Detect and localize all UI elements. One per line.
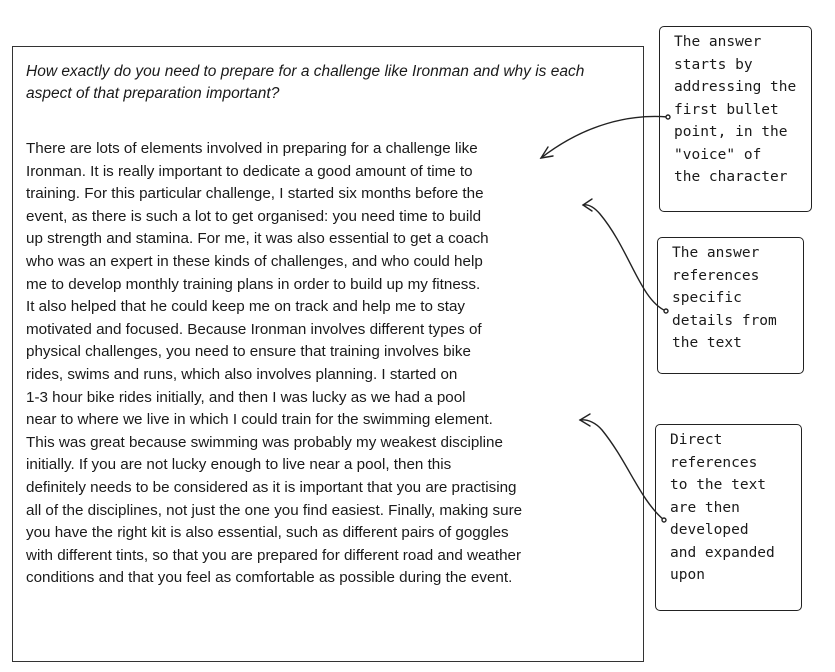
note-line: references: [670, 454, 758, 471]
answer-line: up strength and stamina. For me, it was also essential to get a coach: [26, 230, 489, 248]
note-line: The answer: [672, 245, 760, 261]
answer-line: This was great because swimming was probably my weakest discipline: [26, 433, 503, 451]
answer-line: definitely needs to be considered as it is important that you are practising: [26, 478, 517, 496]
answer-line: motivated and focused. Because Ironman involves different types of: [26, 320, 482, 338]
note-line: specific: [672, 290, 742, 306]
answer-line: you have the right kit is also essential, such as different pairs of goggles: [26, 524, 509, 542]
note-line: first bullet: [674, 101, 779, 118]
answer-line: me to develop monthly training plans in order to build up my fitness.: [26, 275, 481, 293]
answer-line: physical challenges, you need to ensure that training involves bike: [26, 343, 471, 361]
note-line: upon: [670, 567, 705, 583]
answer-line: who was an expert in these kinds of challenges, and who could help: [26, 252, 483, 270]
arrow-voice: [541, 116, 668, 158]
arrow-tail-dot: [666, 115, 670, 119]
answer-line: with different tints, so that you are prepared for different road and weather: [26, 546, 522, 564]
answer-line: There are lots of elements involved in preparing for a challenge like: [26, 140, 478, 157]
answer-line: initially. If you are not lucky enough to live near a pool, then this: [26, 456, 452, 474]
question-line: and why is each aspect of that preparation important?: [26, 63, 585, 102]
note-line: to the text: [670, 477, 767, 493]
answer-line: rides, swims and runs, which also involves planning. I started on: [26, 365, 458, 383]
answer-line: training. For this particular challenge, I started six months before the: [26, 185, 484, 203]
answer-line: conditions and that you feel as comfortable as possible during the event.: [26, 569, 513, 587]
note-line: the character: [674, 169, 788, 185]
question-line: How exactly do you need to prepare for a challenge like Ironman: [26, 63, 469, 80]
note-line: addressing the: [674, 79, 797, 95]
note-line: references: [672, 267, 760, 284]
arrow-developed: [580, 420, 664, 520]
note-line: point, in the: [674, 124, 788, 140]
note-line: developed: [670, 522, 749, 538]
note-line: the text: [672, 335, 742, 351]
answer-line: Ironman. It is really important to dedicate a good amount of time to: [26, 162, 473, 180]
note-line: details from: [672, 312, 777, 329]
answer-line: event, as there is such a lot to get organised: you need time to build: [26, 207, 482, 225]
answer-line: near to where we live in which I could train for the swimming element.: [26, 411, 493, 429]
arrow-tail-dot: [664, 309, 668, 313]
note-line: and expanded: [670, 544, 775, 561]
note-line: The answer: [674, 34, 762, 50]
note-line: Direct: [670, 432, 723, 448]
arrowhead-voice: [541, 147, 553, 158]
arrow-tail-dot: [662, 518, 666, 522]
answer-line: all of the disciplines, not just the one you find easiest. Finally, making sure: [26, 501, 523, 519]
note-line: are then: [670, 499, 740, 516]
note-line: starts by: [674, 56, 753, 73]
answer-line: It also helped that he could keep me on track and help me to stay: [26, 298, 466, 316]
note-line: "voice" of: [674, 146, 762, 163]
arrow-details: [583, 205, 666, 311]
answer-line: 1-3 hour bike rides initially, and then I was lucky as we had a pool: [26, 388, 466, 406]
